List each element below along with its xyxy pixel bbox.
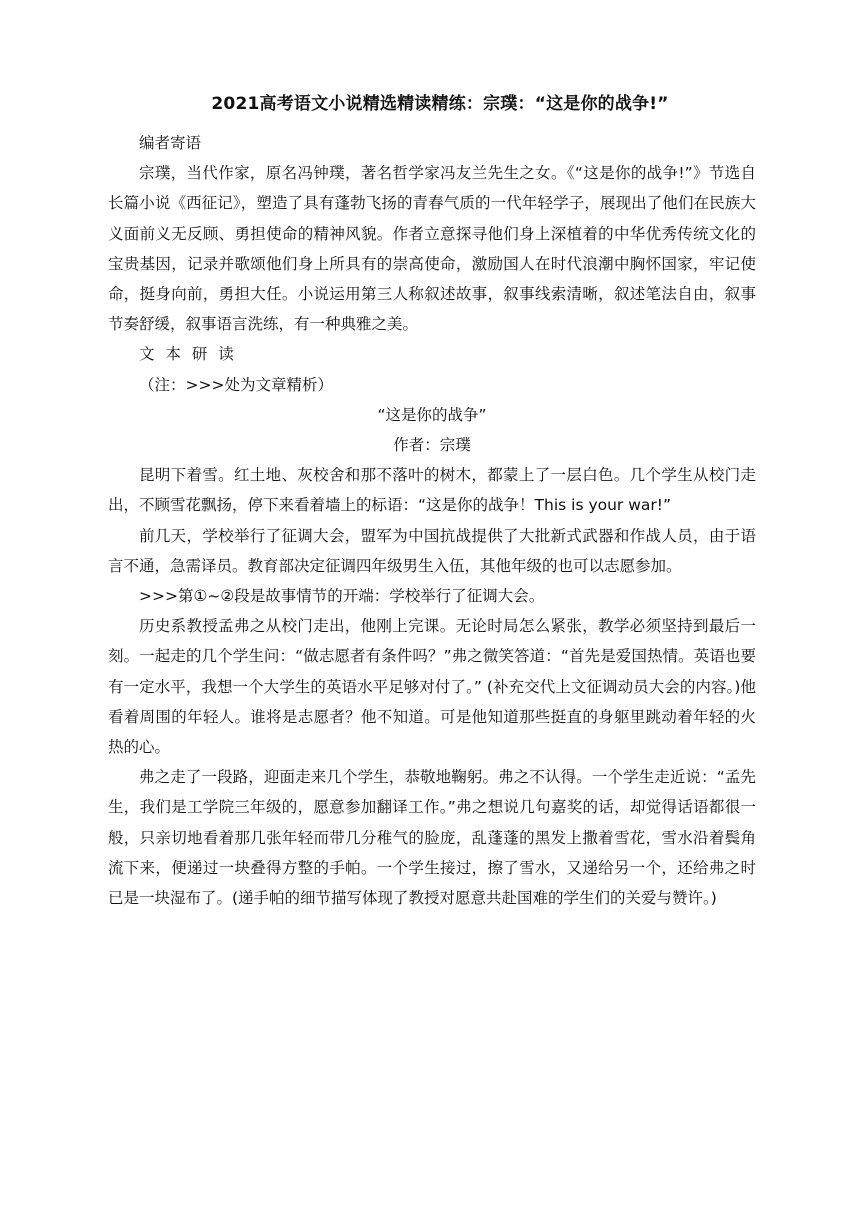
annotation-note: （注：>>>处为文章精析） [139, 375, 333, 394]
story-paragraph-2: 前几天，学校举行了征调大会，盟军为中国抗战提供了大批新式武器和作战人员，由于语言不通，急需译员。教育部决定征调四年级男生入伍，其他年级的也可以志愿参加。 [108, 526, 756, 575]
editor-note-paragraph: 宗璞，当代作家，原名冯钟璞，著名哲学家冯友兰先生之女。《“这是你的战争!”》节选自长篇小说《西征记》，塑造了具有蓬勃飞扬的青春气质的一代年轻学子，展现出了他们在民族大义面前义无反顾、勇担使命的精神风貌。作者立意探寻他们身上深植着的中华优秀传统文化的宝贵基因，记录并歌颂他们身上所具有的崇高使命，激励国人在时代浪潮中胸怀国家，牢记使命，挺身向前，勇担大任。小说运用第三人称叙述故事，叙事线索清晰，叙述笔法自由，叙事节奏舒缓，叙事语言洗练，有一种典雅之美。 [108, 164, 756, 334]
document-body [108, 128, 756, 913]
story-title: “这是你的战争” [377, 405, 487, 424]
analysis-note-1: >>>第①~②段是故事情节的开端：学校举行了征调大会。 [139, 587, 545, 606]
editor-note-heading: 编者寄语 [139, 134, 202, 152]
story-paragraph-1: 昆明下着雪。红土地、灰校舍和那不落叶的树木，都蒙上了一层白色。几个学生从校门走出，不顾雪花飘扬，停下来看着墙上的标语：“这是你的战争！This is your war!” [108, 466, 756, 515]
story-author: 作者：宗璞 [393, 436, 471, 455]
section-heading: 文 本 研 读 [139, 345, 237, 364]
document-title: 2021高考语文小说精选精读精练：宗璞：“这是你的战争!” [211, 94, 669, 114]
story-paragraph-3: 历史系教授孟弗之从校门走出，他刚上完课。无论时局怎么紧张，教学必须坚持到最后一刻。一起走的几个学生问：“做志愿者有条件吗？”弗之微笑答道：“首先是爱国热情。英语也要有一定水平，我想一个大学生的英语水平足够对付了。” (补充交代上文征调动员大会的内容。)他看着周围的年轻人。谁将是志愿者？他不知道。可是他知道那些挺直的身躯里跳动着年轻的火热的心。 [108, 617, 756, 757]
story-paragraph-4: 弗之走了一段路，迎面走来几个学生，恭敬地鞠躬。弗之不认得。一个学生走近说：“孟先生，我们是工学院三年级的，愿意参加翻译工作。”弗之想说几句嘉奖的话，却觉得话语都很一般，只亲切地看着那几张年轻而带几分稚气的脸庞，乱蓬蓬的黑发上撒着雪花，雪水沿着鬓角流下来，便递过一块叠得方整的手帕。一个学生接过，擦了雪水，又递给另一个，还给弗之时已是一块湿布了。(递手帕的细节描写体现了教授对愿意共赴国难的学生们的关爱与赞许。) [108, 768, 756, 908]
